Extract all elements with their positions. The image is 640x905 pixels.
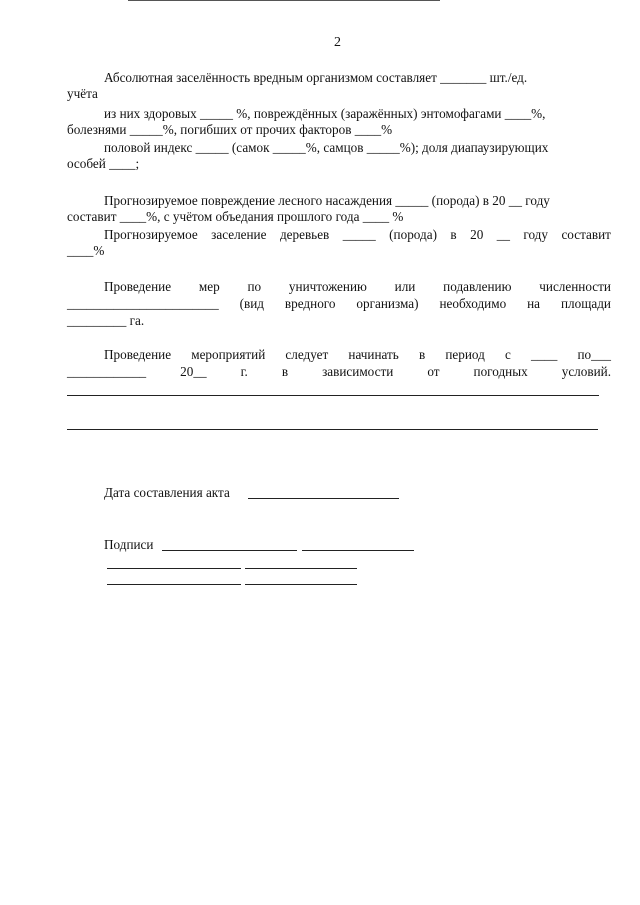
word: от [427,364,440,379]
page-number: 2 [334,35,341,50]
word: на [527,296,541,311]
page-top-edge-line [128,0,440,1]
word: Проведение [104,347,172,362]
signature-name-line[interactable] [107,584,241,585]
word: 20 [470,227,484,242]
text-line: Прогнозируемое повреждение лесного насаждения _____ (порода) в 20 __ году [104,193,550,208]
word: или [394,279,416,294]
signature-name-line[interactable] [162,550,297,551]
word: площади [560,296,611,311]
text-line: болезнями _____%, погибших от прочих факторов ____% [67,122,393,137]
justified-text-line [104,227,611,243]
signatures-label: Подписи [104,537,154,552]
word: период [445,347,485,362]
text-line: Абсолютная заселённость вредным организмом составляет _______ шт./ед. [104,70,528,85]
justified-text-line [67,296,611,312]
signature-line[interactable] [245,568,357,569]
signature-line[interactable] [302,550,414,551]
word: по___ [577,347,611,362]
blank-line[interactable] [67,395,599,396]
word: 20__ [180,364,207,379]
word: ____________ [67,364,147,379]
word: Прогнозируемое [104,227,198,242]
word: с [504,347,511,362]
word: в [450,227,457,242]
justified-text-line [67,364,611,380]
text-line: составит ____%, с учётом объедания прошлого года ____ % [67,209,404,224]
blank-line[interactable] [67,429,598,430]
word: г. [240,364,248,379]
word: __ [496,227,510,242]
word: зависимости [322,364,394,379]
word: следует [285,347,329,362]
word: деревьев [279,227,330,242]
text-line: _________ га. [67,313,145,328]
text-line: особей ____; [67,156,140,171]
word: _____ [342,227,376,242]
signature-name-line[interactable] [107,568,241,569]
text-line: из них здоровых _____ %, повреждённых (заражённых) энтомофагами ____%, [104,106,546,121]
word: начинать [348,347,399,362]
word: вредного [284,296,336,311]
date-label: Дата составления акта [104,485,230,500]
word: в [418,347,426,362]
word: организма) [356,296,419,311]
word: условий. [561,364,611,379]
word: необходимо [439,296,507,311]
word: Проведение [104,279,172,294]
word: подавлению [443,279,512,294]
word: году [523,227,548,242]
signature-line[interactable] [245,584,357,585]
text-line: половой индекс _____ (самок _____%, самцов _____%); доля диапаузирующих [104,140,549,155]
word: мер [198,279,220,294]
word: ____ [530,347,558,362]
text-line: ____% [67,243,105,258]
justified-text-line [104,347,611,363]
text-line: учёта [67,86,98,101]
word: погодных [473,364,528,379]
word: составит [561,227,611,242]
word: по [247,279,262,294]
date-blank-line[interactable] [248,498,399,499]
word: численности [539,279,611,294]
word: _______________________ [67,296,219,311]
word: мероприятий [191,347,266,362]
word: (вид [239,296,264,311]
word: заселение [211,227,267,242]
word: уничтожению [288,279,367,294]
justified-text-line [104,279,611,295]
word: (порода) [389,227,437,242]
word: в [281,364,289,379]
